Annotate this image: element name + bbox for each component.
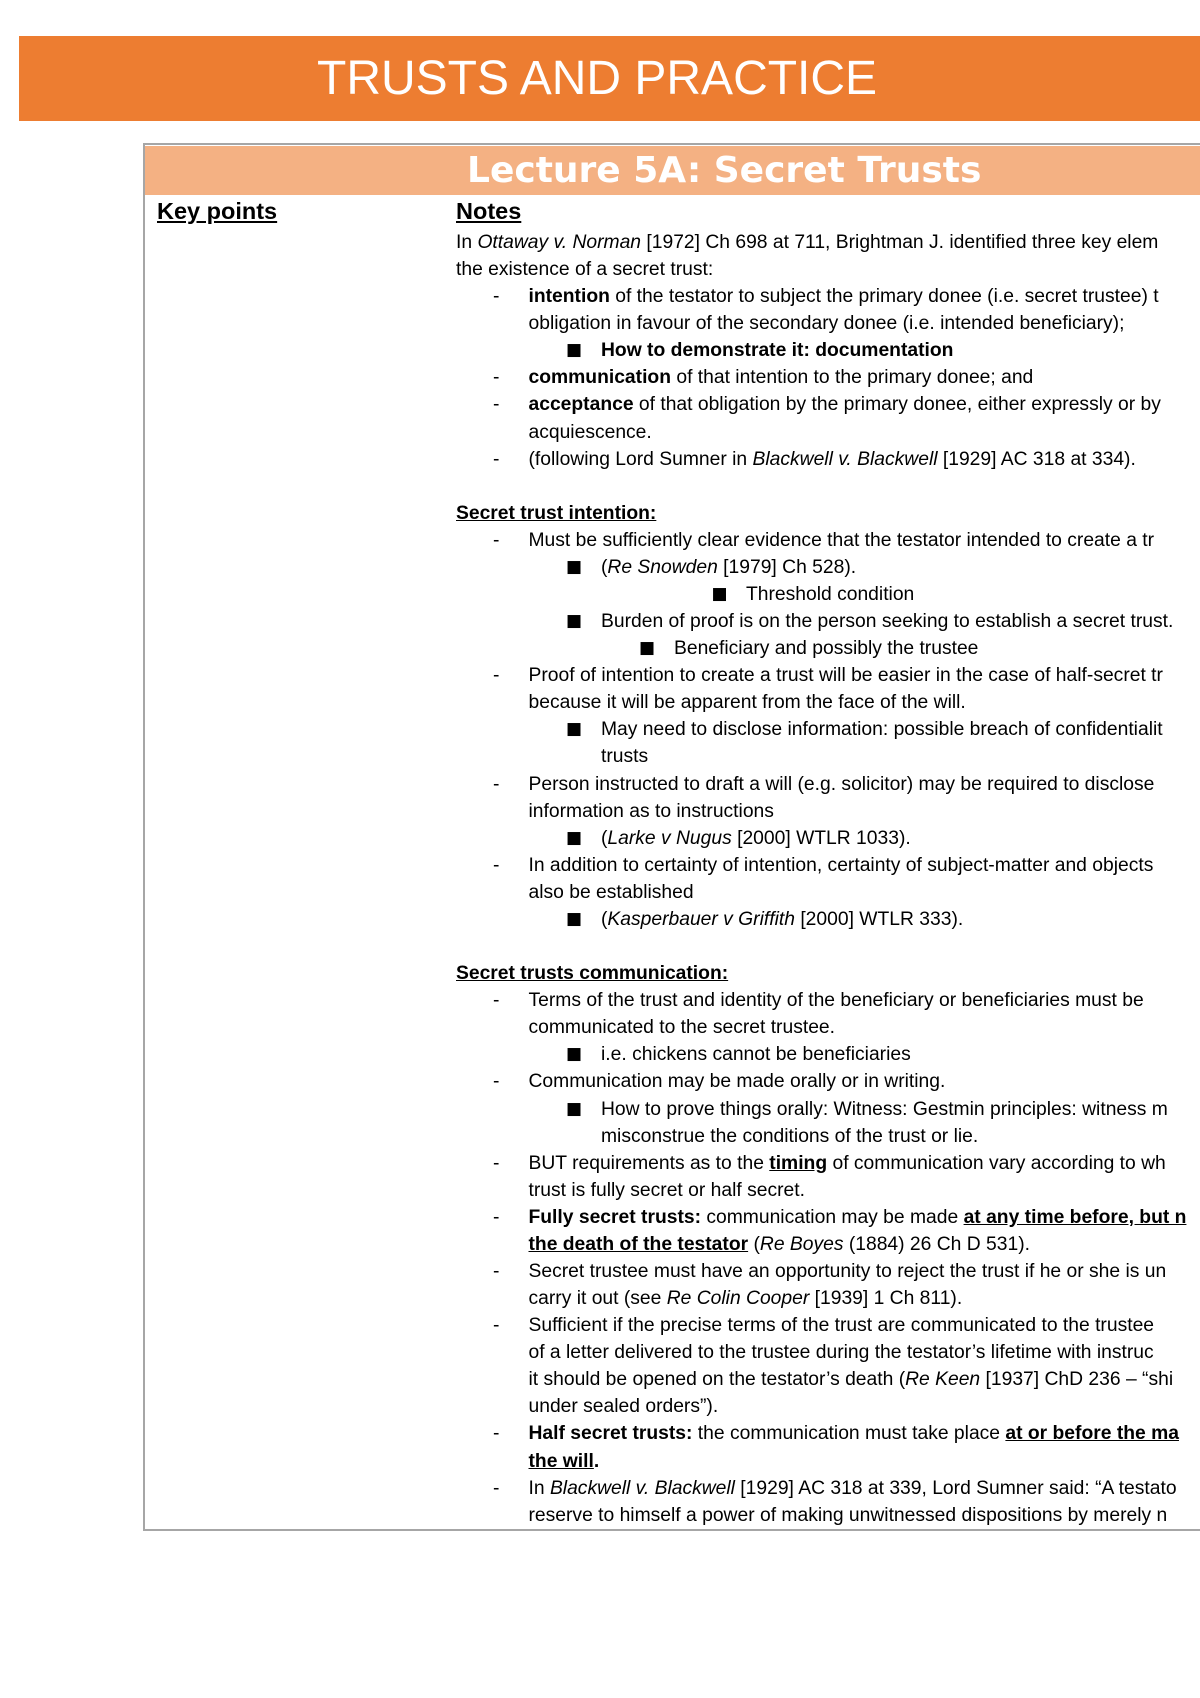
text-run: Re Keen	[905, 1369, 981, 1391]
note-line	[456, 1123, 1200, 1150]
dash-marker: -	[493, 529, 500, 551]
note-line	[456, 608, 1200, 635]
note-line	[456, 716, 1200, 743]
note-line	[456, 1041, 1200, 1068]
text-run: of that intention to the primary donee; and	[670, 367, 1034, 389]
note-line	[456, 825, 1200, 852]
note-text	[529, 1204, 1187, 1231]
text-run: timing	[769, 1152, 828, 1174]
bullet-square-icon: ■	[566, 719, 583, 740]
dash-marker: -	[493, 1071, 500, 1093]
dash-marker: -	[493, 990, 500, 1012]
text-run: [1929] AC 318 at 339, Lord Sumner said: “A testato	[734, 1477, 1177, 1499]
text-run: Burden of proof is on the person seeking to establish a secret trust.	[601, 611, 1174, 633]
note-line	[456, 852, 1200, 879]
text-run: the communication must take place	[692, 1423, 1006, 1445]
text-run: [1939] 1 Ch 811).	[809, 1288, 963, 1310]
blank-line	[456, 933, 1200, 960]
note-text	[601, 743, 648, 770]
text-run: Re Snowden	[607, 556, 718, 578]
text-run: Communication may be made orally or in writing.	[528, 1071, 946, 1093]
note-line	[456, 1096, 1200, 1123]
text-run: (	[601, 827, 608, 849]
note-line	[456, 798, 1200, 825]
note-text	[456, 960, 728, 987]
text-run: acceptance	[528, 394, 634, 416]
text-run: Blackwell v. Blackwell	[752, 448, 938, 470]
dash-marker: -	[493, 1477, 500, 1499]
note-line	[456, 1448, 1200, 1475]
text-run: How to demonstrate it: documentation	[601, 340, 954, 362]
note-text	[601, 716, 1163, 743]
text-run: also be established	[528, 881, 694, 903]
dash-marker: -	[493, 854, 500, 876]
text-run: (	[601, 908, 608, 930]
text-run: the death of the testator	[528, 1233, 749, 1255]
note-text	[601, 337, 953, 364]
dash-marker: -	[493, 773, 500, 795]
note-text	[529, 1339, 1154, 1366]
text-run: communicated to the secret trustee.	[528, 1017, 836, 1039]
text-run: Larke v Nugus	[607, 827, 732, 849]
text-run: trusts	[601, 746, 649, 768]
note-line	[456, 1014, 1200, 1041]
text-run: Proof of intention to create a trust will be easier in the case of half-secret tr	[528, 665, 1163, 687]
title-banner	[19, 36, 1200, 121]
note-text	[529, 1068, 946, 1095]
dash-marker: -	[493, 1152, 500, 1174]
note-line	[456, 1231, 1200, 1258]
bullet-square-icon: ■	[566, 908, 583, 929]
text-run: of that obligation by the primary donee, either expressly or by	[633, 394, 1161, 416]
text-run: of communication vary according to wh	[827, 1152, 1166, 1174]
note-text	[529, 1231, 1030, 1258]
note-text	[529, 391, 1161, 418]
dash-marker: -	[493, 1260, 500, 1282]
note-line	[456, 906, 1200, 933]
bullet-square-icon: ■	[566, 827, 583, 848]
note-line	[456, 635, 1200, 662]
note-line	[456, 581, 1200, 608]
note-line	[456, 310, 1200, 337]
text-run: at any time before, but n	[963, 1206, 1187, 1228]
note-line	[456, 419, 1200, 446]
note-text	[529, 364, 1034, 391]
text-run: Secret trust intention:	[456, 502, 657, 524]
bullet-square-icon: ■	[639, 638, 656, 659]
text-run: obligation in favour of the secondary donee (i.e. intended beneficiary);	[528, 313, 1125, 335]
note-text	[601, 1123, 978, 1150]
text-run: of the testator to subject the primary donee (i.e. secret trustee) t	[609, 286, 1159, 308]
text-run: How to prove things orally: Witness: Gestmin principles: witness m	[601, 1098, 1168, 1120]
key-points-heading: Key points	[157, 198, 278, 224]
note-line	[456, 689, 1200, 716]
text-run: .	[593, 1450, 600, 1472]
text-run: communication	[528, 367, 671, 389]
note-text	[601, 1096, 1168, 1123]
text-run: Sufficient if the precise terms of the trust are communicated to the trustee	[528, 1315, 1155, 1337]
text-run: Secret trustee must have an opportunity to reject the trust if he or she is un	[528, 1260, 1167, 1282]
note-line	[456, 256, 1200, 283]
note-text	[529, 1258, 1167, 1285]
note-text	[529, 1420, 1179, 1447]
dash-marker: -	[493, 286, 500, 308]
text-run: under sealed orders”).	[528, 1396, 719, 1418]
note-text	[746, 581, 914, 608]
text-run: Blackwell v. Blackwell	[549, 1477, 735, 1499]
section-heading	[456, 960, 1200, 987]
text-run: communication may be made	[701, 1206, 964, 1228]
lecture-title: Lecture 5A: Secret Trusts	[467, 150, 982, 191]
text-run: reserve to himself a power of making unwitnessed dispositions by merely n	[528, 1504, 1168, 1526]
dash-marker: -	[493, 448, 500, 470]
text-run: BUT requirements as to the	[528, 1152, 770, 1174]
note-text	[529, 662, 1163, 689]
text-run: [2000] WTLR 333).	[794, 908, 964, 930]
note-line	[456, 446, 1200, 473]
note-line	[456, 527, 1200, 554]
note-text	[529, 1366, 1174, 1393]
text-run: Person instructed to draft a will (e.g. solicitor) may be required to disclose	[528, 773, 1155, 795]
note-text	[456, 229, 1158, 256]
note-line	[456, 1068, 1200, 1095]
note-line	[456, 987, 1200, 1014]
note-line	[456, 229, 1200, 256]
banner-title: TRUSTS AND PRACTICE	[317, 52, 878, 105]
notes-heading: Notes	[456, 198, 522, 224]
note-line	[456, 1475, 1200, 1502]
notes-table	[143, 143, 1200, 1531]
dash-marker: -	[493, 1315, 500, 1337]
note-text	[456, 256, 713, 283]
dash-marker: -	[493, 665, 500, 687]
text-run: (	[601, 556, 608, 578]
text-run: (1884) 26 Ch D 531).	[843, 1233, 1030, 1255]
bullet-square-icon: ■	[566, 556, 583, 577]
text-run: In addition to certainty of intention, certainty of subject-matter and objects	[528, 854, 1154, 876]
text-run: carry it out (see	[528, 1288, 667, 1310]
note-text	[601, 906, 963, 933]
note-line	[456, 879, 1200, 906]
text-run: the existence of a secret trust:	[456, 259, 714, 281]
note-text	[529, 419, 652, 446]
note-line	[456, 283, 1200, 310]
note-line	[456, 391, 1200, 418]
text-run: Secret trusts communication:	[456, 963, 729, 985]
text-run: Threshold condition	[746, 584, 915, 606]
text-run: (following Lord Sumner in	[528, 448, 753, 470]
text-run: May need to disclose information: possible breach of confidentialit	[601, 719, 1163, 741]
note-line	[456, 1312, 1200, 1339]
note-text	[529, 1312, 1155, 1339]
note-line	[456, 1285, 1200, 1312]
text-run: [1972] Ch 698 at 711, Brightman J. identified three key elem	[641, 232, 1159, 253]
dash-marker: -	[493, 394, 500, 416]
text-run: information as to instructions	[528, 800, 774, 822]
text-run: trust is fully secret or half secret.	[528, 1179, 805, 1201]
text-run: it should be opened on the testator’s death (	[528, 1369, 906, 1391]
note-line	[456, 743, 1200, 770]
bullet-square-icon: ■	[566, 340, 583, 361]
text-run: [1979] Ch 528).	[717, 556, 857, 578]
note-text	[674, 635, 978, 662]
text-run: acquiescence.	[528, 421, 652, 443]
blank-line	[456, 473, 1200, 500]
note-line	[456, 1258, 1200, 1285]
bullet-square-icon: ■	[566, 1044, 583, 1065]
note-line	[456, 337, 1200, 364]
note-line	[456, 662, 1200, 689]
note-text	[529, 852, 1154, 879]
note-text	[456, 500, 656, 527]
lecture-header-band	[145, 146, 1200, 195]
notes-body	[456, 229, 1200, 1529]
text-run: Half secret trusts:	[528, 1423, 693, 1445]
note-text	[529, 1502, 1168, 1529]
section-heading	[456, 500, 1200, 527]
note-text	[601, 554, 856, 581]
bullet-square-icon: ■	[711, 584, 728, 605]
dash-marker: -	[493, 367, 500, 389]
text-run: [2000] WTLR 1033).	[731, 827, 911, 849]
text-run: at or before the ma	[1005, 1423, 1179, 1445]
note-text	[529, 798, 774, 825]
text-run: because it will be apparent from the face of the will.	[528, 692, 966, 714]
text-run: In	[528, 1477, 550, 1499]
note-text	[601, 825, 911, 852]
text-run: Beneficiary and possibly the trustee	[674, 638, 979, 660]
note-line	[456, 1204, 1200, 1231]
note-line	[456, 1177, 1200, 1204]
note-line	[456, 1502, 1200, 1529]
note-line	[456, 1339, 1200, 1366]
text-run: Fully secret trusts:	[528, 1206, 702, 1228]
note-line	[456, 364, 1200, 391]
text-run: Re Colin Cooper	[666, 1288, 810, 1310]
note-text	[529, 987, 1144, 1014]
note-text	[529, 1014, 836, 1041]
note-text	[529, 1475, 1177, 1502]
note-text	[529, 1285, 963, 1312]
text-run: Ottaway v. Norman	[477, 232, 642, 253]
text-run: (	[748, 1233, 760, 1255]
note-text	[601, 1041, 911, 1068]
note-line	[456, 771, 1200, 798]
text-run: the will	[528, 1450, 594, 1472]
text-run: In	[456, 232, 478, 253]
note-text	[529, 689, 966, 716]
note-text	[529, 879, 694, 906]
note-text	[529, 1177, 805, 1204]
note-text	[529, 310, 1125, 337]
text-run: Must be sufficiently clear evidence that the testator intended to create a tr	[528, 529, 1155, 551]
text-run: [1929] AC 318 at 334).	[937, 448, 1136, 470]
text-run: misconstrue the conditions of the trust or lie.	[601, 1125, 979, 1147]
note-text	[529, 1150, 1166, 1177]
text-run: [1937] ChD 236 – “shi	[980, 1369, 1174, 1391]
text-run: Terms of the trust and identity of the beneficiary or beneficiaries must be	[528, 990, 1144, 1012]
bullet-square-icon: ■	[566, 1098, 583, 1119]
dash-marker: -	[493, 1423, 500, 1445]
note-line	[456, 554, 1200, 581]
bullet-square-icon: ■	[566, 611, 583, 632]
note-line	[456, 1393, 1200, 1420]
note-text	[601, 608, 1173, 635]
note-line	[456, 1150, 1200, 1177]
note-text	[529, 527, 1155, 554]
note-line	[456, 1366, 1200, 1393]
note-text	[529, 446, 1136, 473]
text-run: intention	[528, 286, 610, 308]
text-run: Kasperbauer v Griffith	[607, 908, 795, 930]
text-run: i.e. chickens cannot be beneficiaries	[601, 1044, 911, 1066]
text-run: of a letter delivered to the trustee during the testator’s lifetime with instruc	[528, 1342, 1154, 1364]
note-text	[529, 1393, 719, 1420]
note-text	[529, 1448, 600, 1475]
dash-marker: -	[493, 1206, 500, 1228]
note-text	[529, 283, 1159, 310]
note-line	[456, 1420, 1200, 1447]
note-text	[529, 771, 1155, 798]
text-run: Re Boyes	[759, 1233, 844, 1255]
